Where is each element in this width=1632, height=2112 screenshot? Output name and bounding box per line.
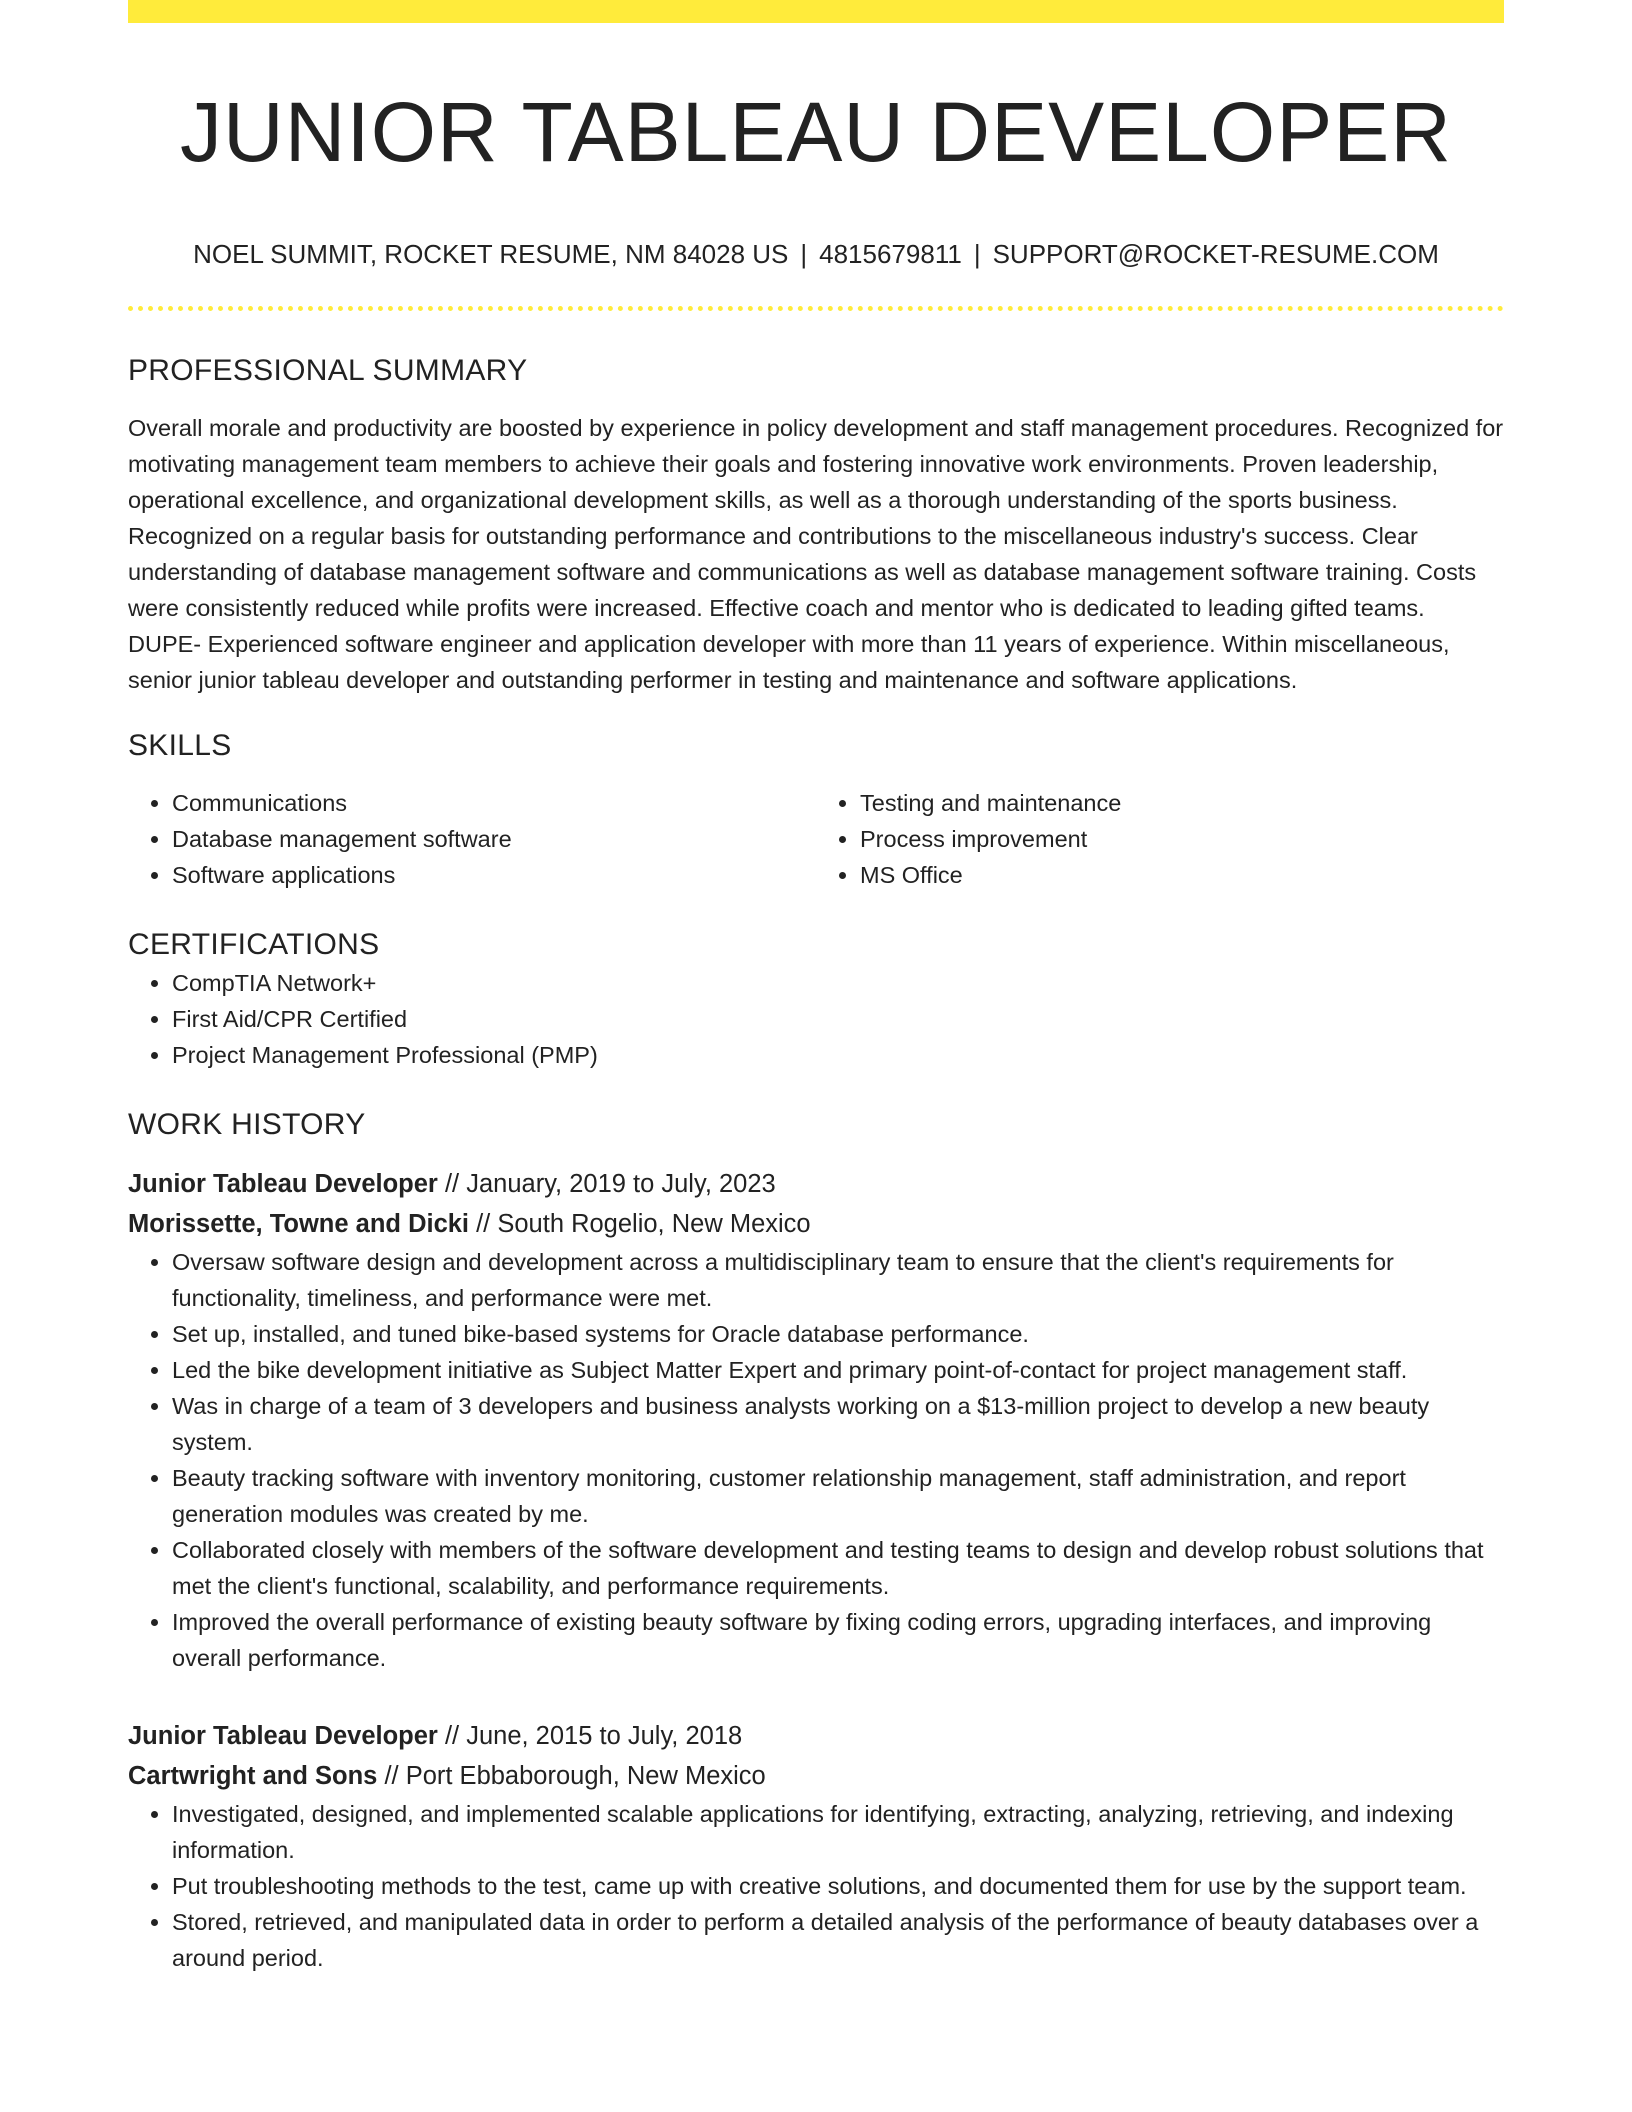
skills-grid (128, 785, 1504, 893)
work-history-heading: WORK HISTORY (128, 1108, 366, 1141)
job-bullet: • Put troubleshooting methods to the test, came up with creative solutions, and documented them for use by the support team. (172, 1868, 1504, 1904)
skill-item: • Software applications (172, 857, 816, 893)
job-location: South Rogelio, New Mexico (497, 1210, 811, 1238)
job-company: Morissette, Towne and Dicki (128, 1210, 470, 1238)
job-dates: June, 2015 to July, 2018 (466, 1722, 743, 1750)
job-bullet: • Led the bike development initiative as Subject Matter Expert and primary point-of-contact for project management staff. (172, 1352, 1504, 1388)
top-accent-bar (128, 0, 1504, 23)
resume-page (128, 0, 1504, 1976)
skills-heading: SKILLS (128, 729, 232, 762)
job-title-line (128, 1164, 1504, 1204)
skill-item: • Database management software (172, 821, 816, 857)
job-delimiter: // (437, 1170, 467, 1198)
resume-title: JUNIOR TABLEAU DEVELOPER (180, 85, 1452, 179)
summary-heading: PROFESSIONAL SUMMARY (128, 354, 528, 387)
skill-item: • Process improvement (860, 821, 1504, 857)
job-company-line (128, 1756, 1504, 1796)
job-location: Port Ebbaborough, New Mexico (405, 1762, 766, 1790)
certification-item: • CompTIA Network+ (172, 965, 1504, 1001)
certification-item: • Project Management Professional (PMP) (172, 1037, 1504, 1073)
job-title: Junior Tableau Developer (128, 1170, 438, 1198)
skills-list-left (128, 785, 816, 893)
job-delimiter: // (437, 1722, 467, 1750)
job-bullet: • Investigated, designed, and implemented scalable applications for identifying, extracting, analyzing, retrieving, and indexing information. (172, 1796, 1504, 1868)
certifications-section (128, 925, 1504, 1073)
job-entry (128, 1716, 1504, 1976)
job-bullet: • Oversaw software design and development across a multidisciplinary team to ensure that the client's requirements for functionality, timeliness, and performance were met. (172, 1244, 1504, 1316)
certifications-list (128, 965, 1504, 1073)
job-company: Cartwright and Sons (128, 1762, 378, 1790)
job-bullets (128, 1796, 1504, 1976)
skill-item: • MS Office (860, 857, 1504, 893)
work-history-section (128, 1105, 1504, 1976)
job-bullet: • Stored, retrieved, and manipulated data in order to perform a detailed analysis of the performance of beauty databases over a around period. (172, 1904, 1504, 1976)
job-entry (128, 1164, 1504, 1676)
job-bullet: • Collaborated closely with members of the software development and testing teams to design and develop robust solutions that met the client's functional, scalability, and performance requirements. (172, 1532, 1504, 1604)
job-bullet: • Beauty tracking software with inventory monitoring, customer relationship management, staff administration, and report generation modules was created by me. (172, 1460, 1504, 1532)
header-divider (128, 306, 1504, 311)
skill-item: • Communications (172, 785, 816, 821)
contact-line (128, 236, 1504, 272)
job-delimiter: // (377, 1762, 406, 1790)
job-bullet: • Set up, installed, and tuned bike-based systems for Oracle database performance. (172, 1316, 1504, 1352)
contact-separator: | (973, 239, 981, 269)
certification-item: • First Aid/CPR Certified (172, 1001, 1504, 1037)
job-delimiter: // (469, 1210, 498, 1238)
contact-separator: | (800, 239, 808, 269)
job-dates: January, 2019 to July, 2023 (466, 1170, 776, 1198)
job-bullets (128, 1244, 1504, 1676)
job-title-line (128, 1716, 1504, 1756)
skills-section (128, 726, 1504, 893)
job-bullet: • Was in charge of a team of 3 developers and business analysts working on a $13-million project to develop a new beauty system. (172, 1388, 1504, 1460)
job-company-line (128, 1204, 1504, 1244)
contact-address: NOEL SUMMIT, ROCKET RESUME, NM 84028 US (193, 239, 789, 269)
skills-list-right (816, 785, 1504, 893)
contact-email: SUPPORT@ROCKET-RESUME.COM (992, 239, 1439, 269)
contact-phone: 4815679811 (819, 239, 962, 269)
skill-item: • Testing and maintenance (860, 785, 1504, 821)
summary-text: Overall morale and productivity are boosted by experience in policy development and staff management procedures. Recognized for motivating management team members to achieve their goals and fostering innovative work environments. Proven leadership, operational excellence, and organizational development skills, as well as a thorough understanding of the sports business. Recognized on a regular basis for outstanding performance and contributions to the miscellaneous industry's success. Clear understanding of database management software and communications as well as database management software training. Costs were consistently reduced while profits were increased. Effective coach and mentor who is dedicated to leading gifted teams. DUPE- Experienced software engineer and application developer with more than 11 years of experience. Within miscellaneous, senior junior tableau developer and outstanding performer in testing and maintenance and software applications. (128, 415, 1504, 693)
summary-section (128, 351, 1504, 698)
certifications-heading: CERTIFICATIONS (128, 928, 380, 961)
job-title: Junior Tableau Developer (128, 1722, 438, 1750)
job-bullet: • Improved the overall performance of existing beauty software by fixing coding errors, upgrading interfaces, and improving overall performance. (172, 1604, 1504, 1676)
